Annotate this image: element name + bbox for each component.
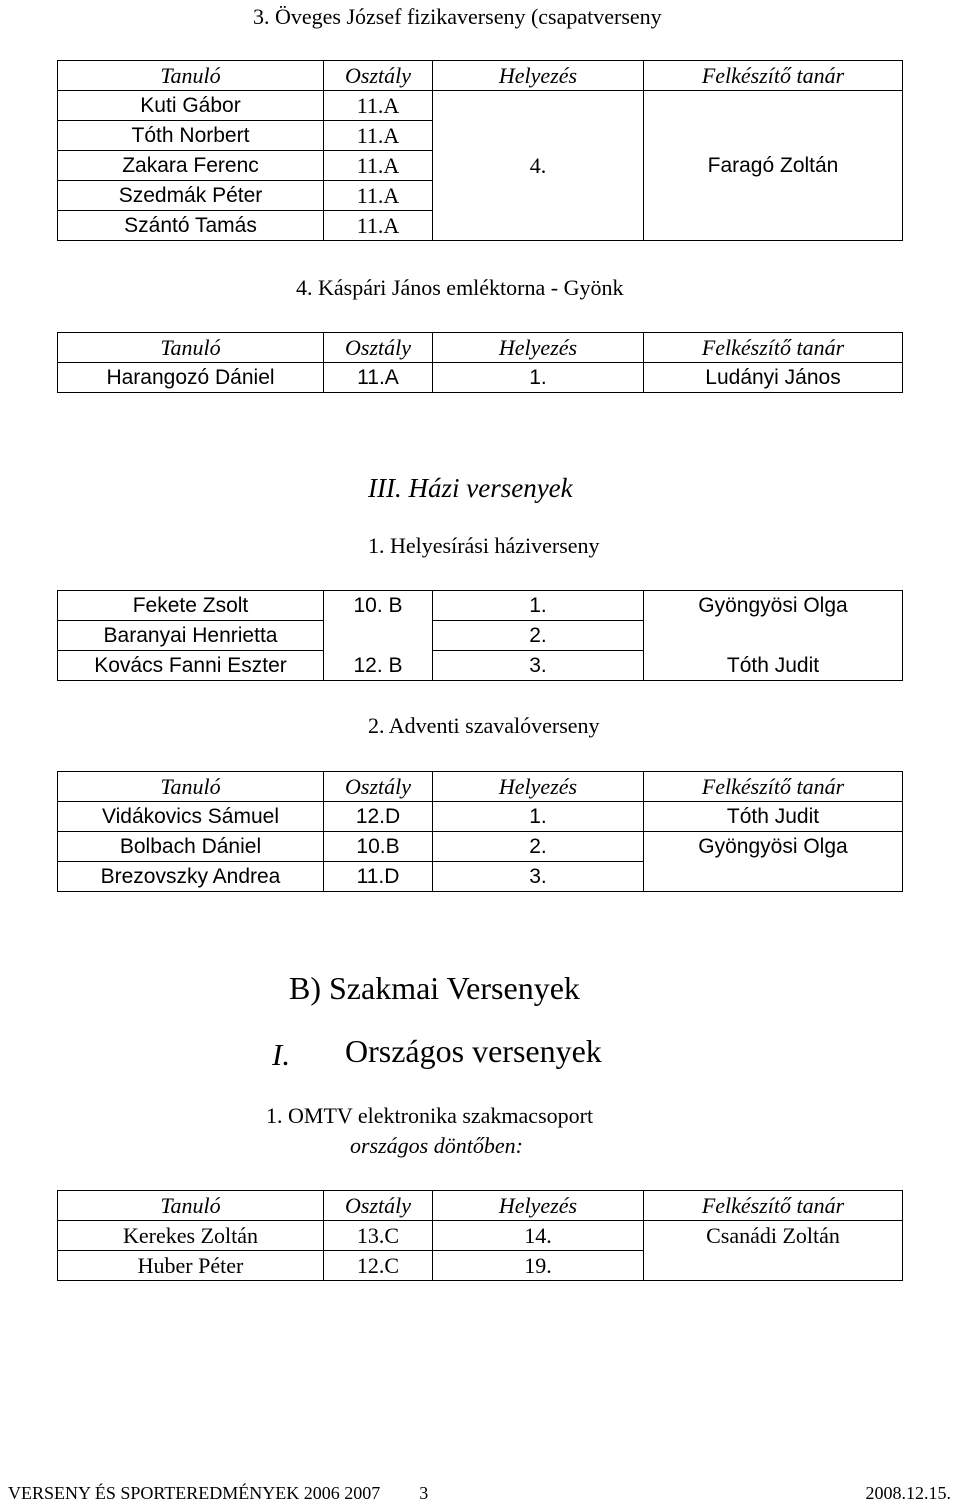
student-class	[324, 621, 433, 651]
header-helyezes: Helyezés	[433, 61, 644, 91]
student-class: 12.C	[324, 1251, 433, 1281]
header-felkeszito: Felkészítő tanár	[644, 1191, 903, 1221]
student-name: Kerekes Zoltán	[58, 1221, 324, 1251]
header-osztaly: Osztály	[324, 61, 433, 91]
header-felkeszito: Felkészítő tanár	[644, 61, 903, 91]
table-omtv	[57, 1190, 903, 1281]
page-footer-left	[8, 1483, 428, 1504]
student-class: 10.B	[324, 832, 433, 862]
footer-date: 2008.12.15.	[865, 1483, 951, 1503]
student-teacher	[644, 862, 903, 892]
table-row	[58, 651, 903, 681]
student-place: 1.	[433, 802, 644, 832]
team-teacher: Csanádi Zoltán	[644, 1221, 903, 1281]
page-number: 3	[419, 1483, 429, 1503]
table-row	[58, 591, 903, 621]
header-helyezes: Helyezés	[433, 1191, 644, 1221]
table-row	[58, 862, 903, 892]
table-helyesirasi	[57, 590, 903, 681]
section-title-adventi: 2. Adventi szavalóverseny	[368, 713, 600, 738]
student-name: Bolbach Dániel	[58, 832, 324, 862]
student-place: 19.	[433, 1251, 644, 1281]
student-teacher: Ludányi János	[644, 363, 903, 393]
table-header-row	[58, 1191, 903, 1221]
student-name: Harangozó Dániel	[58, 363, 324, 393]
table-header-row	[58, 772, 903, 802]
table-oveges	[57, 60, 903, 241]
table-header-row	[58, 61, 903, 91]
student-class: 11.A	[324, 121, 433, 151]
student-class: 11.A	[324, 151, 433, 181]
student-place: 2.	[433, 832, 644, 862]
student-class: 12.D	[324, 802, 433, 832]
header-felkeszito: Felkészítő tanár	[644, 333, 903, 363]
student-class: 11.A	[324, 91, 433, 121]
student-place: 1.	[433, 591, 644, 621]
team-place: 4.	[433, 91, 644, 241]
table-header-row	[58, 333, 903, 363]
header-osztaly: Osztály	[324, 333, 433, 363]
student-class: 11.A	[324, 363, 433, 393]
heading-hazi-versenyek: III. Házi versenyek	[368, 473, 573, 503]
student-name: Kuti Gábor	[58, 91, 324, 121]
section-subtitle-omtv: országos döntőben:	[350, 1133, 523, 1158]
header-helyezes: Helyezés	[433, 772, 644, 802]
section-title-helyesirasi: 1. Helyesírási háziverseny	[368, 533, 600, 558]
student-name: Zakara Ferenc	[58, 151, 324, 181]
section-title-omtv: 1. OMTV elektronika szakmacsoport	[266, 1103, 594, 1128]
student-class: 11.A	[324, 181, 433, 211]
header-tanulo: Tanuló	[58, 333, 324, 363]
heading-orszagos-versenyek: Országos versenyek	[345, 1033, 602, 1069]
table-row	[58, 363, 903, 393]
student-class: 11.D	[324, 862, 433, 892]
header-tanulo: Tanuló	[58, 61, 324, 91]
student-name: Szántó Tamás	[58, 211, 324, 241]
header-tanulo: Tanuló	[58, 1191, 324, 1221]
header-helyezes: Helyezés	[433, 333, 644, 363]
student-place: 3.	[433, 862, 644, 892]
header-felkeszito: Felkészítő tanár	[644, 772, 903, 802]
section-title-kaspari: 4. Káspári János emléktorna - Gyönk	[296, 275, 624, 300]
table-row	[58, 1221, 903, 1251]
student-place: 1.	[433, 363, 644, 393]
heading-szakmai-versenyek: B) Szakmai Versenyek	[289, 970, 580, 1006]
student-teacher	[644, 621, 903, 651]
student-name: Kovács Fanni Eszter	[58, 651, 324, 681]
student-name: Baranyai Henrietta	[58, 621, 324, 651]
table-kaspari	[57, 332, 903, 393]
student-teacher: Gyöngyösi Olga	[644, 591, 903, 621]
student-name: Tóth Norbert	[58, 121, 324, 151]
student-place: 2.	[433, 621, 644, 651]
student-teacher: Gyöngyösi Olga	[644, 832, 903, 862]
student-name: Szedmák Péter	[58, 181, 324, 211]
student-name: Fekete Zsolt	[58, 591, 324, 621]
team-teacher: Faragó Zoltán	[644, 91, 903, 241]
student-teacher: Tóth Judit	[644, 651, 903, 681]
student-class: 12. B	[324, 651, 433, 681]
footer-title: VERSENY ÉS SPORTEREDMÉNYEK 2006 2007	[8, 1483, 381, 1503]
table-row	[58, 802, 903, 832]
student-class: 10. B	[324, 591, 433, 621]
heading-orszagos-number: I.	[272, 1037, 291, 1072]
student-class: 13.C	[324, 1221, 433, 1251]
student-name: Vidákovics Sámuel	[58, 802, 324, 832]
table-row	[58, 91, 903, 121]
student-name: Brezovszky Andrea	[58, 862, 324, 892]
header-osztaly: Osztály	[324, 1191, 433, 1221]
table-row	[58, 621, 903, 651]
student-teacher: Tóth Judit	[644, 802, 903, 832]
header-tanulo: Tanuló	[58, 772, 324, 802]
header-osztaly: Osztály	[324, 772, 433, 802]
table-row	[58, 832, 903, 862]
section-title-oveges: 3. Öveges József fizikaverseny (csapatverseny	[253, 4, 662, 29]
student-name: Huber Péter	[58, 1251, 324, 1281]
student-place: 3.	[433, 651, 644, 681]
table-adventi	[57, 771, 903, 892]
student-place: 14.	[433, 1221, 644, 1251]
student-class: 11.A	[324, 211, 433, 241]
